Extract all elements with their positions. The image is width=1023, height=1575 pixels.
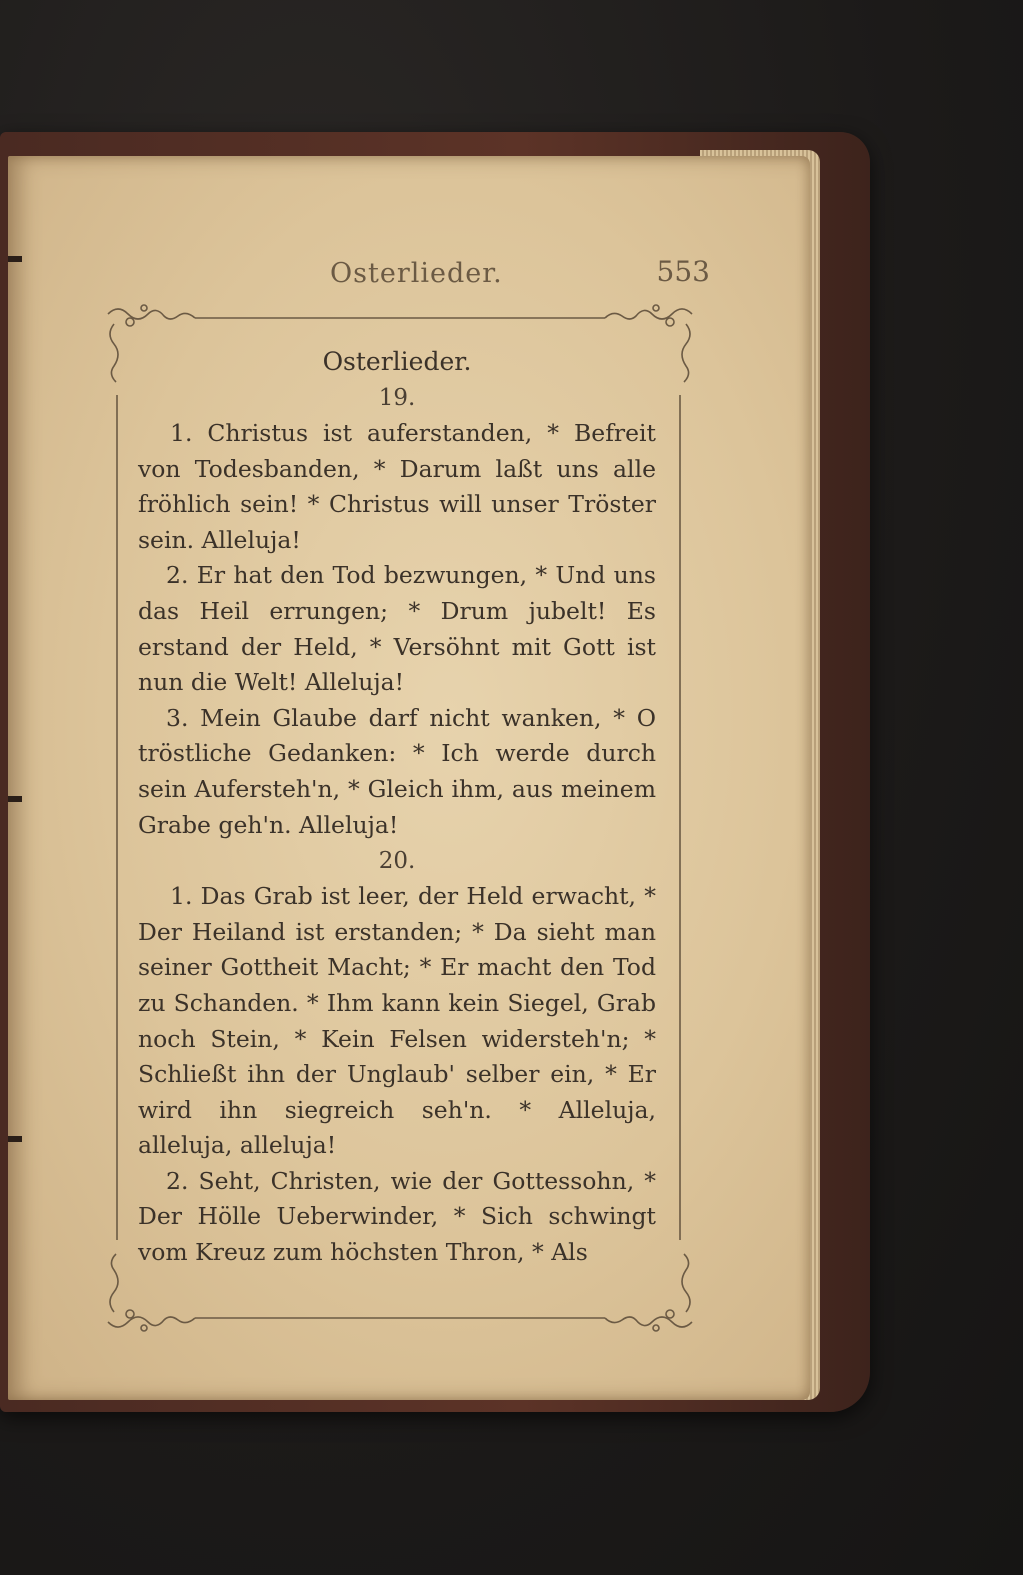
binding-mark xyxy=(8,796,22,802)
verse: 3. Mein Glaube darf nicht wanken, * O tröstliche Gedanken: * Ich werde durch sein Aufersteh'n, * Gleich ihm, aus meinem Grabe geh'n. Alleluja! xyxy=(138,703,656,839)
verse: 1. Das Grab ist leer, der Held erwacht, * Der Heiland ist erstanden; * Da sieht man seiner Gottheit Macht; * Er macht den Tod zu Schanden. * Ihm kann kein Siegel, Grab noch Stein, * Kein Felsen widersteh'n; * Schließt ihn der Unglaub' selber ein, * Er wird ihn siegreich seh'n. * Alleluja, alleluja, alleluja! xyxy=(138,882,656,1160)
verse: 2. Er hat den Tod bezwungen, * Und uns das Heil errungen; * Drum jubelt! Es erstand der Held, * Versöhnt mit Gott ist nun die Welt! Alleluja! xyxy=(138,561,656,697)
binding-mark xyxy=(8,1136,22,1142)
page-number: 553 xyxy=(656,255,710,288)
verse: 2. Seht, Christen, wie der Gottessohn, * Der Hölle Ueberwinder, * Sich schwingt vom Kreuz zum höchsten Thron, * Als xyxy=(138,1166,656,1267)
hymn-number: 19. xyxy=(378,385,416,411)
verse: 1. Christus ist auferstanden, * Befreit von Todesbanden, * Darum laßt uns alle fröhlich sein! * Christus will unser Tröster sein. Alleluja! xyxy=(138,419,656,554)
section-heading: Osterlieder. xyxy=(322,347,472,376)
running-head: Osterlieder. xyxy=(330,258,503,289)
hymn-text xyxy=(138,340,656,1300)
hymn-number: 20. xyxy=(378,848,416,875)
binding-mark xyxy=(8,256,22,262)
